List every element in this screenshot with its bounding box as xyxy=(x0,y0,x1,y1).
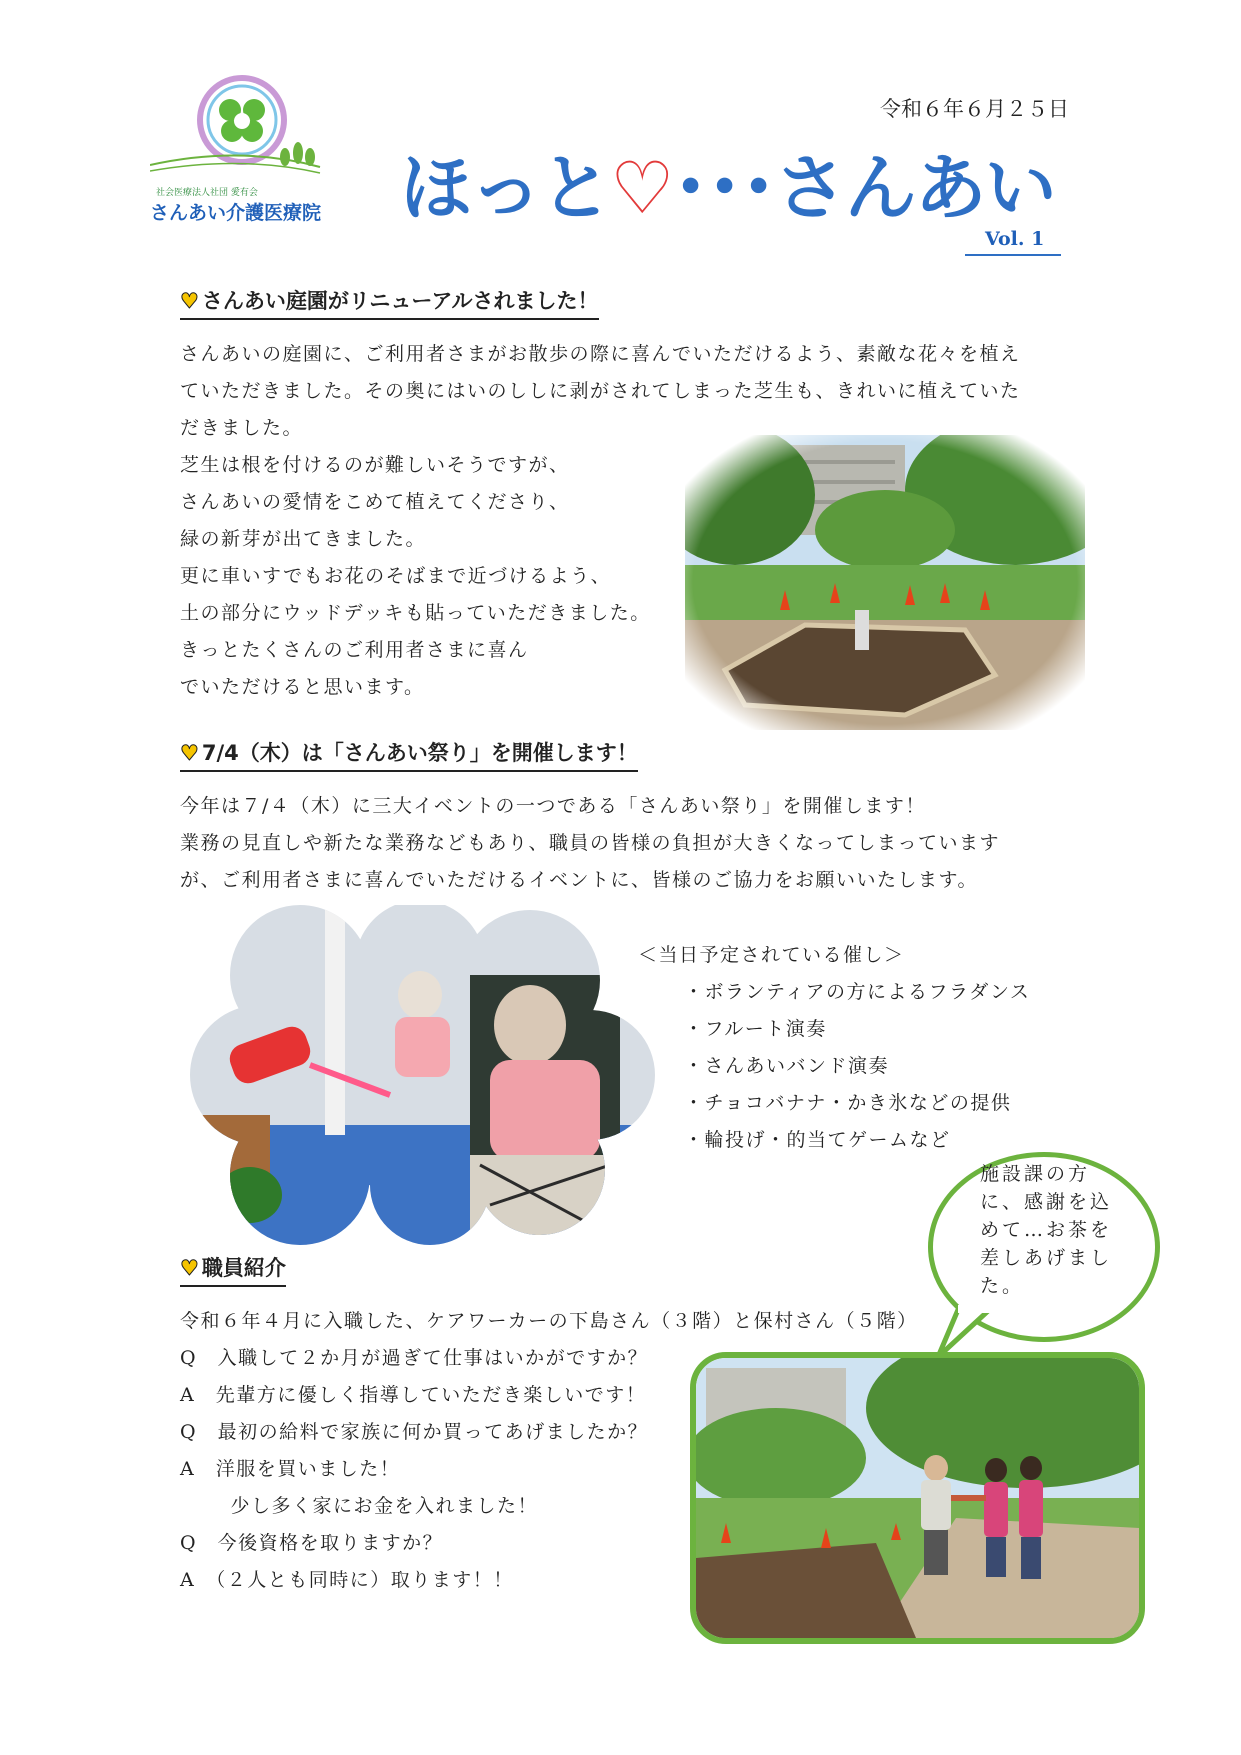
qa-line: 少し多く家にお金を入れました！ xyxy=(210,1495,539,1517)
qa-line: Q 今後資格を取りますか？ xyxy=(180,1532,444,1554)
staff-photo-frame xyxy=(690,1352,1145,1644)
newsletter-title xyxy=(400,130,1055,234)
text-line: 緑の新芽が出てきました。 xyxy=(180,528,427,550)
title-part-a: ほっと xyxy=(400,146,611,230)
festival-paragraph xyxy=(180,788,1000,899)
title-part-b: ･･･さんあい xyxy=(672,146,1055,230)
text-line: 今年は７/４（木）に三大イベントの一つである「さんあい祭り」を開催します！ xyxy=(180,795,926,817)
event-list xyxy=(638,937,1030,1159)
section-heading-text: 7/4（木）は「さんあい祭り」を開催します！ xyxy=(201,741,638,765)
text-line: でいただけると思います。 xyxy=(180,676,425,698)
event-item: ・フルート演奏 xyxy=(684,1018,827,1040)
text-line: 芝生は根を付けるのが難しいそうですが、 xyxy=(180,454,570,476)
volume-underline xyxy=(965,254,1061,256)
speech-bubble-text: 施設課の方に、感謝を込めて…お茶を差しあげました。 xyxy=(980,1163,1113,1297)
qa-line: A 洋服を買いました！ xyxy=(180,1458,401,1480)
text-line: だきました。 xyxy=(180,417,304,439)
heart-icon: ♥ xyxy=(180,741,199,765)
event-item: ・ボランティアの方によるフラダンス xyxy=(684,981,1031,1003)
text-line: が、ご利用者さまに喜んでいただけるイベントに、皆様のご協力をお願いいたします。 xyxy=(180,869,978,891)
event-item: ・さんあいバンド演奏 xyxy=(684,1055,890,1077)
text-line: ていただきました。その奥にはいのししに剥がされてしまった芝生も、きれいに植えていた xyxy=(180,380,1021,402)
festival-photo xyxy=(190,905,660,1245)
text-line: さんあいの庭園に、ご利用者さまがお散歩の際に喜んでいただけるよう、素敵な花々を植え xyxy=(180,343,1021,365)
logo-org-name: 社会医療法人社団 愛有会 xyxy=(156,188,258,198)
event-list-title: ＜当日予定されている催し＞ xyxy=(638,944,905,966)
text-line: 業務の見直しや新たな業務などもあり、職員の皆様の負担が大きくなってしまっています xyxy=(180,832,1001,854)
staff-photo xyxy=(696,1358,1139,1638)
staff-qa-list xyxy=(180,1340,648,1599)
garden-photo xyxy=(685,435,1085,730)
volume-number: Vol. 1 xyxy=(985,228,1045,250)
logo-clinic-name: さんあい介護医療院 xyxy=(150,202,322,224)
text-line: きっとたくさんのご利用者さまに喜ん xyxy=(180,639,529,661)
section-heading-text: さんあい庭園がリニューアルされました！ xyxy=(201,289,599,313)
event-item: ・輪投げ・的当てゲームなど xyxy=(684,1129,951,1151)
section-heading-festival xyxy=(180,737,638,772)
section-heading-staff xyxy=(180,1252,286,1287)
heart-icon: ♥ xyxy=(180,289,199,313)
qa-line: A （２人とも同時に）取ります！！ xyxy=(180,1569,514,1591)
qa-line: A 先輩方に優しく指導していただき楽しいです！ xyxy=(180,1384,647,1406)
text-line: 土の部分にウッドデッキも貼っていただきました。 xyxy=(180,602,651,624)
qa-line: Q 最初の給料で家族に何か買ってあげましたか？ xyxy=(180,1421,649,1443)
event-item: ・チョコバナナ・かき氷などの提供 xyxy=(684,1092,1012,1114)
qa-line: Q 入職して２か月が過ぎて仕事はいかがですか？ xyxy=(180,1347,649,1369)
issue-date: 令和６年６月２５日 xyxy=(880,97,1069,121)
heart-icon: ♡ xyxy=(610,146,673,230)
text-line: 更に車いすでもお花のそばまで近づけるよう、 xyxy=(180,565,612,587)
section-heading-garden xyxy=(180,285,599,320)
staff-intro: 令和６年４月に入職した、ケアワーカーの下島さん（３階）と保村さん（５階） xyxy=(180,1310,918,1332)
text-line: さんあいの愛情をこめて植えてくださり、 xyxy=(180,491,570,513)
heart-icon: ♥ xyxy=(180,1256,199,1280)
section-heading-text: 職員紹介 xyxy=(201,1256,286,1280)
